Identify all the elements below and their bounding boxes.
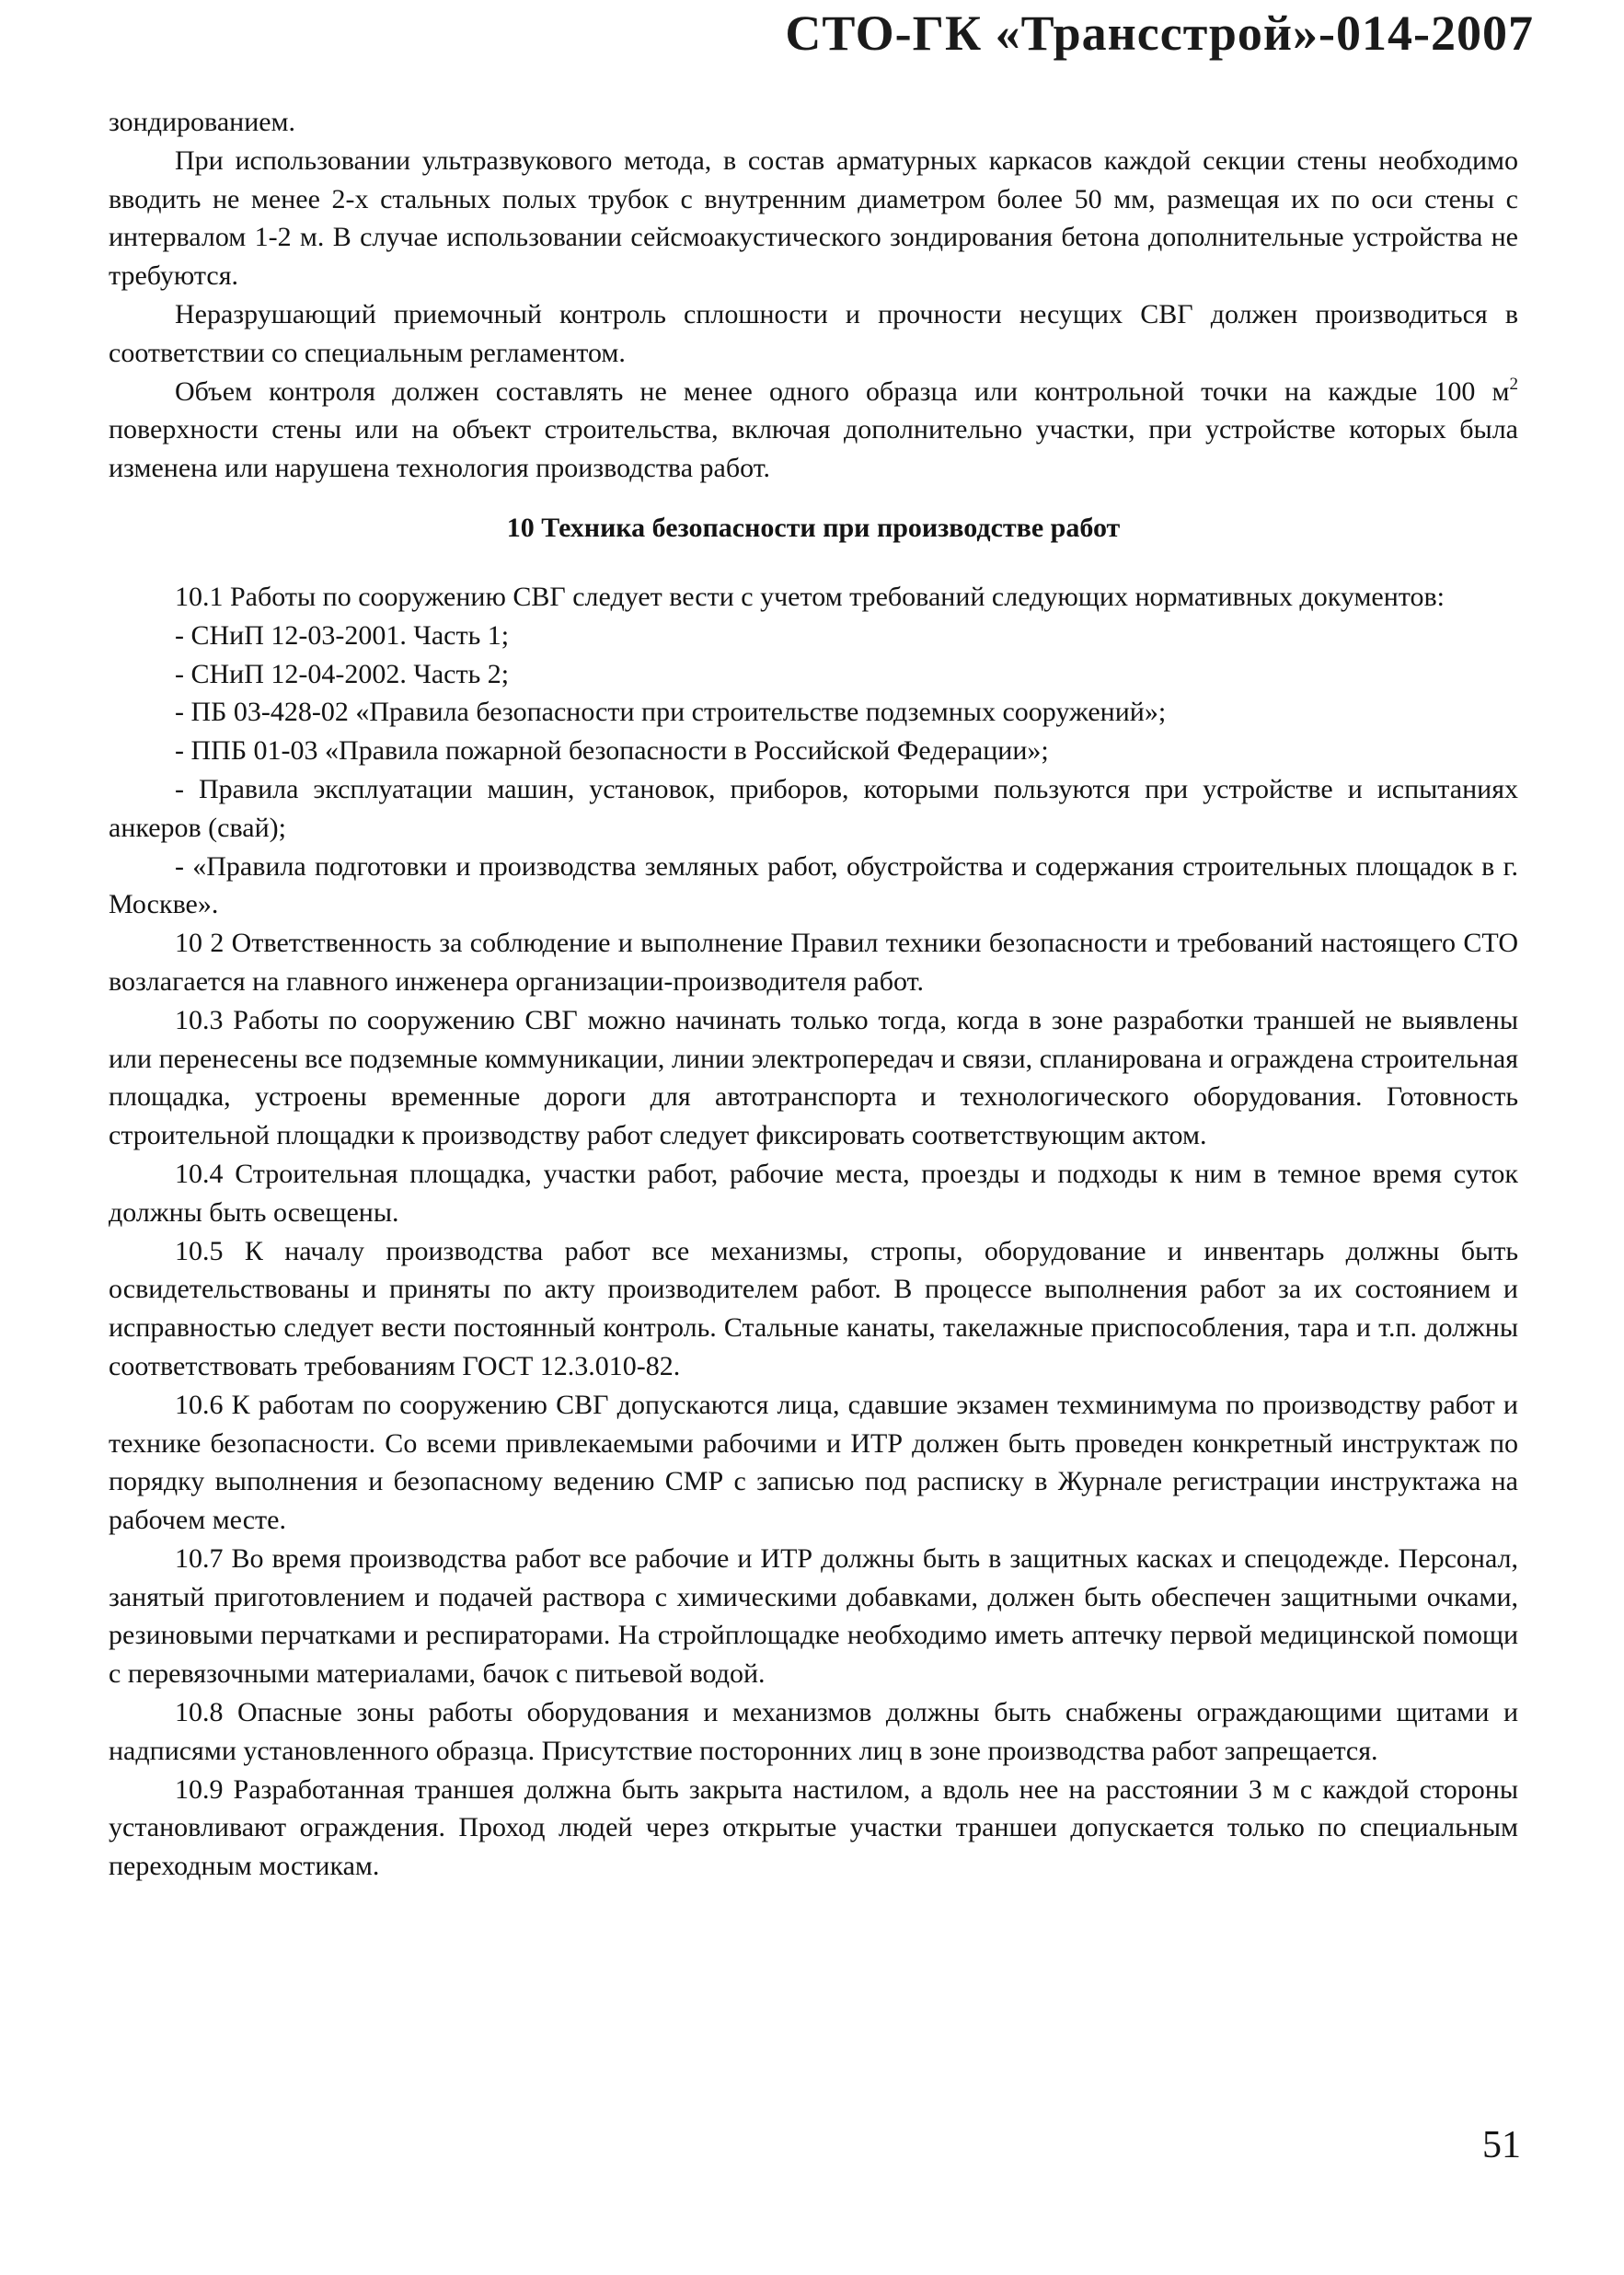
paragraph-continuation: зондированием. — [109, 107, 296, 137]
list-item-pb-03-428: - ПБ 03-428-02 «Правила безопасности при строительстве подземных сооружений»; — [175, 697, 1167, 728]
document-body — [109, 103, 1518, 1886]
list-item-ppb-01-03: - ППБ 01-03 «Правила пожарной безопасности в Российской Федерации»; — [175, 735, 1049, 767]
superscript-exponent: 2 — [1509, 374, 1518, 394]
section-title: 10 Техника безопасности при производстве работ — [506, 512, 1121, 543]
list-item-earthworks-rules: - «Правила подготовки и производства земляных работ, обустройства и содержания строительных площадок в г. Москве». — [109, 850, 1518, 920]
item-10-2: 10 2 Ответственность за соблюдение и выполнение Правил техники безопасности и требований настоящего СТО возлагается на главного инженера организации-производителя работ. — [109, 928, 1518, 997]
control-text-before: Объем контроля должен составлять не менее одного образца или контрольной точки на каждые 100 м — [175, 375, 1510, 407]
item-10-8: 10.8 Опасные зоны работы оборудования и механизмов должны быть снабжены ограждающими щитами и надписями установленного образца. Присутствие посторонних лиц в зоне производства работ запрещается. — [109, 1697, 1518, 1766]
paragraph-nondestructive: Неразрушающий приемочный контроль сплошности и прочности несущих СВГ должен производиться в соответствии со специальным регламентом. — [109, 298, 1518, 368]
paragraph-control-volume — [109, 373, 1518, 488]
item-10-5: 10.5 К началу производства работ все механизмы, стропы, оборудование и инвентарь должны быть освидетельствованы и приняты по акту производителем работ. В процессе выполнения работ за их состоянием и исправностью следует вести постоянный контроль. Стальные канаты, такелажные приспособления, тара и т.п. должны соответствовать требованиям ГОСТ 12.3.010-82. — [109, 1235, 1518, 1381]
item-10-4: 10.4 Строительная площадка, участки работ, рабочие места, проезды и подходы к ним в темное время суток должны быть освещены. — [109, 1158, 1518, 1228]
list-item-snip-12-03: - СНиП 12-03-2001. Часть 1; — [175, 619, 510, 651]
list-item-machine-rules: - Правила эксплуатации машин, установок, приборов, которыми пользуются при устройстве и испытаниях анкеров (свай); — [109, 773, 1518, 843]
page-header: СТО-ГК «Трансстрой»-014-2007 — [785, 6, 1534, 61]
item-10-3: 10.3 Работы по сооружению СВГ можно начинать только тогда, когда в зоне разработки траншей не выявлены или перенесены все подземные коммуникации, линии электропередач и связи, спланирована и ограждена строительная площадка, устроены временные дороги для автотранспорта и технологического оборудования. Готовность строительной площадки к производству работ следует фиксировать соответствующим актом. — [109, 1004, 1518, 1151]
item-10-9: 10.9 Разработанная траншея должна быть закрыта настилом, а вдоль нее на расстоянии 3 м с каждой стороны установливают ограждения. Проход людей через открытые участки траншеи допускается только по специальным переходным мостикам. — [109, 1773, 1518, 1882]
control-text-after: поверхности стены или на объект строительства, включая дополнительно участки, при устройстве которых была изменена или нарушена технология производства работ. — [109, 414, 1518, 484]
item-10-6: 10.6 К работам по сооружению СВГ допускаются лица, сдавшие экзамен техминимума по производству работ и технике безопасности. Со всеми привлекаемыми рабочими и ИТР должен быть проведен конкретный инструктаж по порядку выполнения и безопасному ведению СМР с записью под расписку в Журнале регистрации инструктажа на рабочем месте. — [109, 1389, 1518, 1536]
item-10-1: 10.1 Работы по сооружению СВГ следует вести с учетом требований следующих нормативных документов: — [175, 581, 1445, 612]
item-10-7: 10.7 Во время производства работ все рабочие и ИТР должны быть в защитных касках и спецодежде. Персонал, занятый приготовлением и подачей раствора с химическими добавками, должен быть обеспечен защитными очками, резиновыми перчатками и респираторами. На стройплощадке необходимо иметь аптечку первой медицинской помощи с перевязочными материалами, бачок с питьевой водой. — [109, 1542, 1518, 1690]
list-item-snip-12-04: - СНиП 12-04-2002. Часть 2; — [175, 658, 510, 689]
page-number: 51 — [1482, 2124, 1521, 2166]
paragraph-ultrasonic: При использовании ультразвукового метода, в состав арматурных каркасов каждой секции стены необходимо вводить не менее 2-х стальных полых трубок с внутренним диаметром более 50 мм, размещая их по оси стены с интервалом 1-2 м. В случае использовании сейсмоакустического зондирования бетона дополнительные устройства не требуются. — [109, 144, 1518, 292]
